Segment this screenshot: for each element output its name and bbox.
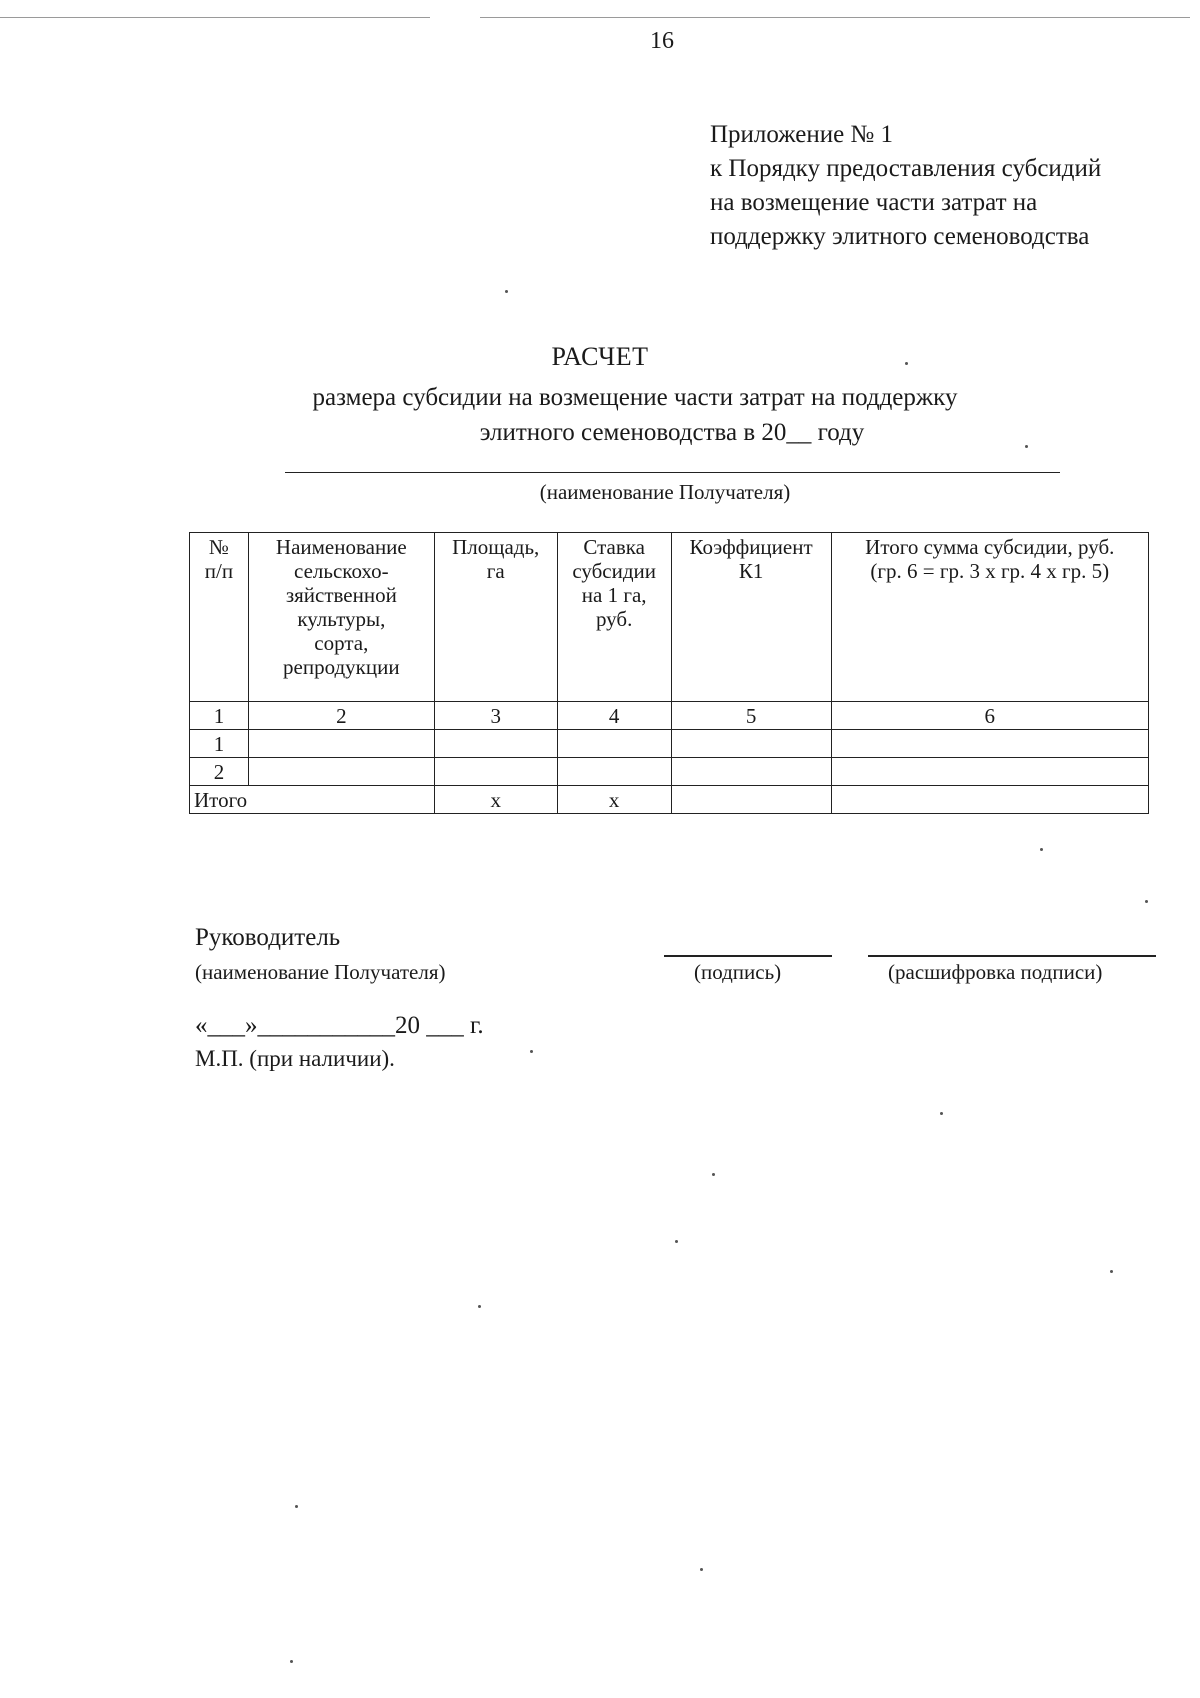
table-cell: 2 [248, 702, 434, 730]
scan-speck [700, 1568, 703, 1571]
table-cell: 3 [434, 702, 557, 730]
table-cell: 4 [557, 702, 671, 730]
appendix-line: к Порядку предоставления субсидий [710, 155, 1102, 182]
head-caption: (наименование Получателя) [195, 960, 446, 984]
column-number-row [190, 702, 1149, 730]
table-cell [248, 730, 434, 758]
document-subtitle-line-1: размера субсидии на возмещение части затрат на поддержку [312, 384, 958, 411]
table-header-row [190, 533, 1149, 702]
signature-caption: (подпись) [694, 960, 782, 984]
total-row [190, 786, 1149, 814]
table-cell [434, 730, 557, 758]
head-label: Руководитель [195, 924, 341, 951]
recipient-name-line [285, 472, 1060, 473]
table-cell: 6 [831, 702, 1148, 730]
scan-speck [505, 290, 508, 293]
scan-edge-line [480, 17, 1190, 18]
table-row [190, 758, 1149, 786]
scan-speck [1110, 1270, 1113, 1273]
document-subtitle-line-2: элитного семеноводства в 20__ году [479, 419, 865, 446]
scan-speck [940, 1112, 943, 1115]
header-cell-total-sum: Итого сумма субсидии, руб. (гр. 6 = гр. 3 х гр. 4 х гр. 5) [831, 533, 1148, 702]
table-cell [248, 758, 434, 786]
document-title: РАСЧЕТ [551, 342, 649, 371]
scan-edge-line [0, 17, 430, 18]
header-cell-number: № п/п [190, 533, 249, 702]
header-cell-coefficient: Коэффициент К1 [671, 533, 831, 702]
total-coefficient-cell [671, 786, 831, 814]
total-label: Итого [190, 786, 435, 814]
table-cell: 5 [671, 702, 831, 730]
header-cell-rate: Ставка субсидии на 1 га, руб. [557, 533, 671, 702]
recipient-caption: (наименование Получателя) [539, 480, 791, 504]
table-cell [557, 730, 671, 758]
table-cell [671, 758, 831, 786]
signature-decoding-line [868, 955, 1156, 957]
table-cell [434, 758, 557, 786]
total-sum-cell [831, 786, 1148, 814]
subsidy-calculation-table [189, 532, 1149, 814]
scan-speck [295, 1505, 298, 1508]
page-number: 16 [650, 28, 674, 54]
table-cell [671, 730, 831, 758]
appendix-line: поддержку элитного семеноводства [710, 223, 1090, 250]
scan-speck [290, 1660, 293, 1663]
table-cell [831, 730, 1148, 758]
table-cell: 2 [190, 758, 249, 786]
scan-speck [712, 1173, 715, 1176]
table-cell [831, 758, 1148, 786]
scan-speck [530, 1050, 533, 1053]
scan-speck [1025, 445, 1028, 448]
scan-speck [1040, 848, 1043, 851]
appendix-header [710, 118, 1101, 254]
stamp-label: М.П. (при наличии). [195, 1046, 395, 1071]
date-line: «___»___________20 ___ г. [195, 1012, 484, 1039]
table-cell: 1 [190, 730, 249, 758]
scan-speck [1145, 900, 1148, 903]
header-cell-area: Площадь, га [434, 533, 557, 702]
appendix-line: на возмещение части затрат на [710, 189, 1038, 216]
total-rate-cell: х [557, 786, 671, 814]
appendix-line: Приложение № 1 [710, 121, 894, 148]
table-cell: 1 [190, 702, 249, 730]
table-row [190, 730, 1149, 758]
signature-line [664, 955, 832, 957]
header-cell-crop: Наименование сельскохо- зяйственной культуры, сорта, репродукции [248, 533, 434, 702]
scan-speck [675, 1240, 678, 1243]
table-cell [557, 758, 671, 786]
total-area-cell: х [434, 786, 557, 814]
signature-decoding-caption: (расшифровка подписи) [888, 960, 1103, 984]
scan-speck [478, 1305, 481, 1308]
scan-speck [905, 362, 908, 365]
